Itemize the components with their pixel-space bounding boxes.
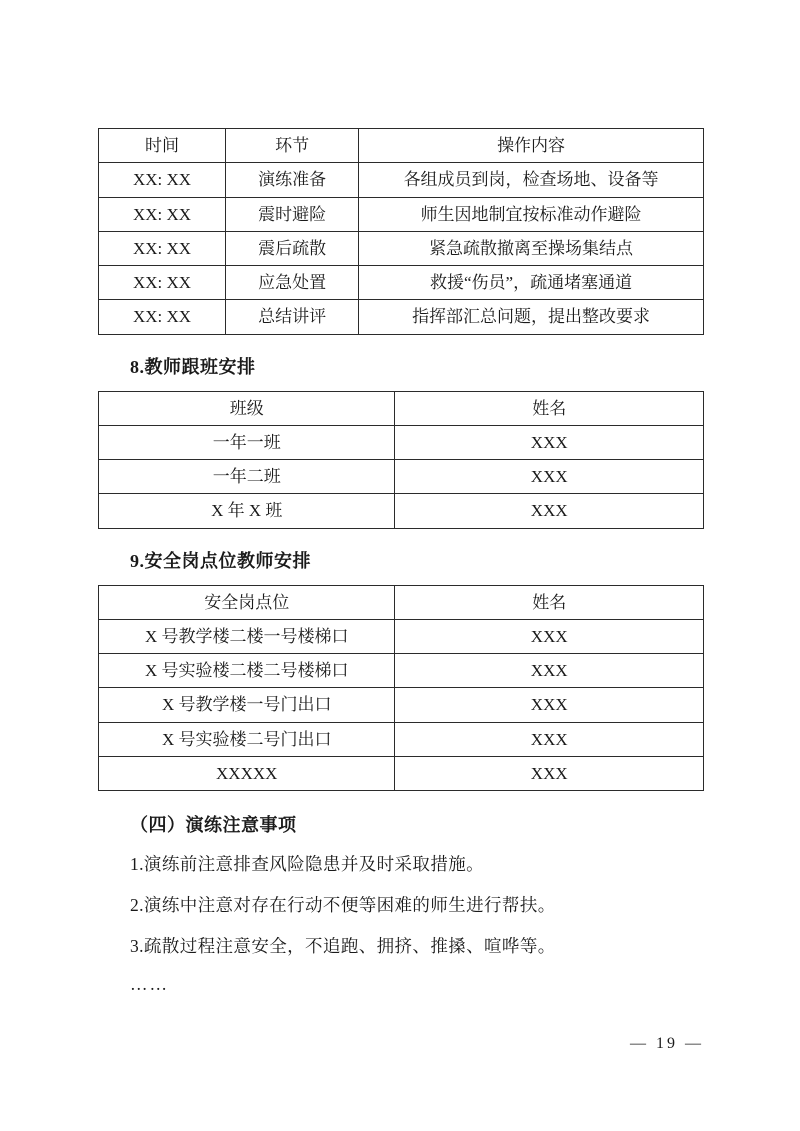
- section-title-9: 9.安全岗点位教师安排: [130, 550, 311, 571]
- cell-content: 救援“伤员”，疏通堵塞通道: [359, 266, 704, 300]
- column-header-class: 班级: [99, 391, 395, 425]
- teacher-class-assignment-table: [98, 391, 704, 529]
- cell-name: XXX: [395, 688, 704, 722]
- column-header-stage: 环节: [226, 129, 359, 163]
- cell-time: XX: XX: [99, 231, 226, 265]
- drill-schedule-table: [98, 128, 704, 335]
- cell-time: XX: XX: [99, 300, 226, 334]
- cell-name: XXX: [395, 619, 704, 653]
- column-header-time: 时间: [99, 129, 226, 163]
- cell-stage: 震后疏散: [226, 231, 359, 265]
- column-header-content: 操作内容: [359, 129, 704, 163]
- table-header-row: [99, 129, 704, 163]
- note-item-2: 2.演练中注意对存在行动不便等困难的师生进行帮扶。: [130, 895, 556, 915]
- table-header-row: [99, 391, 704, 425]
- cell-post: X 号实验楼二楼二号楼梯口: [99, 654, 395, 688]
- cell-class: 一年一班: [99, 425, 395, 459]
- table-row: [99, 619, 704, 653]
- table-row: [99, 197, 704, 231]
- table-row: [99, 266, 704, 300]
- cell-content: 各组成员到岗，检查场地、设备等: [359, 163, 704, 197]
- table-row: [99, 756, 704, 790]
- section-title-notes: （四）演练注意事项: [130, 815, 297, 835]
- cell-stage: 震时避险: [226, 197, 359, 231]
- cell-name: XXX: [395, 460, 704, 494]
- section-title-8: 8.教师跟班安排: [130, 356, 256, 377]
- cell-post: X 号实验楼二号门出口: [99, 722, 395, 756]
- cell-name: XXX: [395, 425, 704, 459]
- note-ellipsis: ……: [130, 974, 169, 994]
- table-row: [99, 654, 704, 688]
- note-item-1: 1.演练前注意排查风险隐患并及时采取措施。: [130, 854, 485, 874]
- safety-post-assignment-table: [98, 585, 704, 792]
- column-header-name: 姓名: [395, 585, 704, 619]
- cell-post: X 号教学楼一号门出口: [99, 688, 395, 722]
- table-row: [99, 722, 704, 756]
- table-row: [99, 425, 704, 459]
- cell-stage: 演练准备: [226, 163, 359, 197]
- table-row: [99, 300, 704, 334]
- cell-name: XXX: [395, 756, 704, 790]
- table-row: [99, 231, 704, 265]
- cell-content: 指挥部汇总问题，提出整改要求: [359, 300, 704, 334]
- cell-post: X 号教学楼二楼一号楼梯口: [99, 619, 395, 653]
- cell-class: X 年 X 班: [99, 494, 395, 528]
- column-header-post: 安全岗点位: [99, 585, 395, 619]
- cell-stage: 应急处置: [226, 266, 359, 300]
- table-row: [99, 494, 704, 528]
- cell-content: 师生因地制宜按标准动作避险: [359, 197, 704, 231]
- cell-time: XX: XX: [99, 266, 226, 300]
- cell-time: XX: XX: [99, 163, 226, 197]
- cell-content: 紧急疏散撤离至操场集结点: [359, 231, 704, 265]
- table-row: [99, 460, 704, 494]
- column-header-name: 姓名: [395, 391, 704, 425]
- table-row: [99, 163, 704, 197]
- cell-post: XXXXX: [99, 756, 395, 790]
- table-row: [99, 688, 704, 722]
- cell-name: XXX: [395, 722, 704, 756]
- cell-time: XX: XX: [99, 197, 226, 231]
- note-item-3: 3.疏散过程注意安全，不追跑、拥挤、推搡、喧哗等。: [130, 936, 556, 956]
- cell-stage: 总结讲评: [226, 300, 359, 334]
- cell-name: XXX: [395, 494, 704, 528]
- cell-class: 一年二班: [99, 460, 395, 494]
- table-header-row: [99, 585, 704, 619]
- cell-name: XXX: [395, 654, 704, 688]
- page-number: — 19 —: [630, 1035, 704, 1052]
